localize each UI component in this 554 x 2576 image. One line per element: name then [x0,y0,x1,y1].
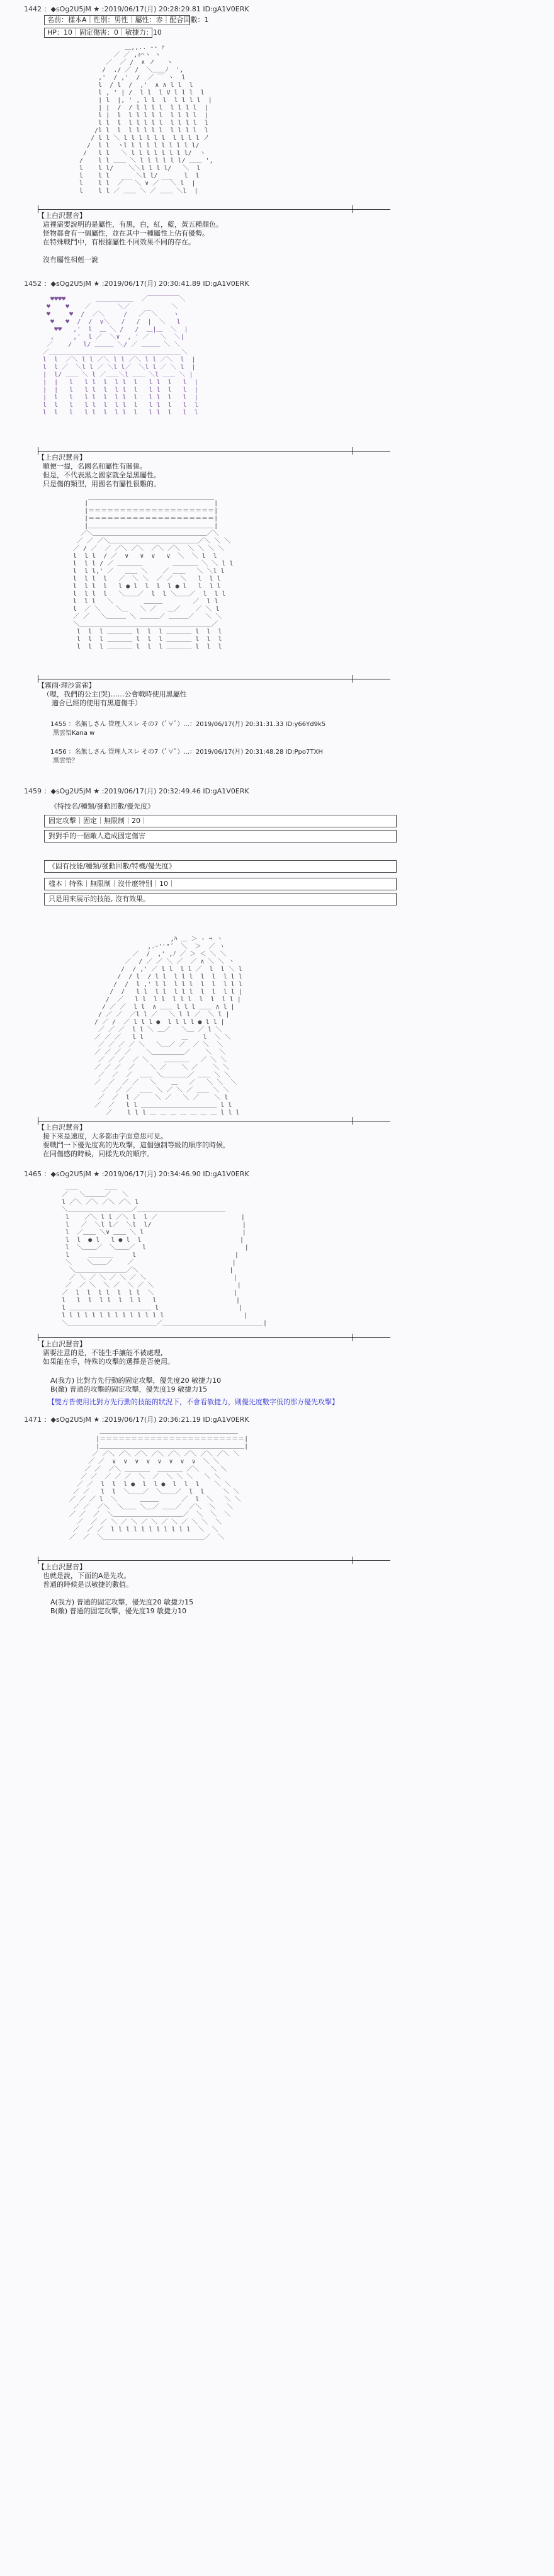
skill-box [44,830,397,843]
narration-title: 【上白沢慧音】 [38,453,86,462]
divider [38,209,390,210]
narration-line: 如果能在手，特殊的攻擊的選擇是否使用。 [43,1358,174,1366]
divider [38,1560,390,1561]
narration-after: 沒有屬性相剋一說 [43,256,98,264]
battle-line: A(我方) 普通的固定攻擊，優先度20 敏捷力15 [50,1598,194,1606]
post-header: 1471 ：◆sOg2U5jM ★ :2019/06/17(月) 20:36:21.19 ID:gA1V0ERK [24,1416,249,1424]
battle-line: A(我方) 比對方先行動的固定攻擊，優先度20 敏捷力10 [50,1376,222,1385]
post-header: 1442 ：◆sOg2U5jM ★ :2019/06/17(月) 20:28:29.81 ID:gA1V0ERK [24,5,249,13]
ascii-art-keine-5: ＿＿＿＿＿＿＿＿＿＿＿＿＿＿＿＿＿＿＿＿＿＿ |＝＝＝＝＝＝＝＝＝＝＝＝＝＝＝＝＝＝＝＝＝＝＝| |＿＿＿＿＿＿＿＿＿＿＿＿＿＿＿＿＿＿＿＿＿＿＿| ／ ／＼ ／＼ ／＼ ／＼ ／＼ ／＼ ／＼ ／＼ ＼ ／ ／ ∨ ∨ ∨ ∨ ∨ ∨ ∨ ∨ ＼ ＼ ／ ／ ／＼ ＿＿＿＿ ＿＿＿＿ ／＼ ＼ ＼ ／ ／ ／ ／ ／ ＼ ／ ＼ ＼ ＼ ＼ ＼ ／ ／ l l l ● l l ● l l l ＼ ＼ ／ ／ l l ＼＿＿／ ＼＿＿／ l l ＼ ＼ ／ ／ ／ l ＼ ＿＿＿ ／ l ＼ ＼ ＼ ／ ／ ／＼ ＼＿＿ ＼＿／ ＿＿／ ／＼ ＼ ＼ ／ ／ ／ ＼＿＿＿＿＿＿＿＿＿＿＿／ ＼ ＼ ＼ ／ ／ ／ ＼ ／ ＼ ／ ＼ ／ ＼ ／ ＼ ＼ ＼ ／ ／ ／ l l l l l l l l l l l ＼ ＼ ／ ／ ＼＿＿＿＿＿＿＿＿＿＿＿＿＿＿＿＿／ ＼ [69,1428,249,1541]
battle-line: B(敵) 普通的攻擊的固定攻擊，優先度19 敏捷力15 [50,1385,208,1393]
skill-title: 《固有技能/種類/發動回數/特機/優先度》 [48,862,176,870]
skill-desc: 只是用來展示的技能, 沒有效果。 [48,895,150,903]
battle-line: B(敵) 普通的固定攻擊，優先度19 敏捷力10 [50,1607,187,1615]
narration-line: 在同傷感的時候，同樣先攻的順序。 [43,1150,154,1158]
status-row-2: HP：10｜固定傷害：0｜敏捷力：10 [47,28,162,37]
narration-title: 【上白沢慧音】 [38,1340,86,1348]
skill-box [44,893,397,905]
status-row-1: 名前：樣本A｜性別：男性｜屬性：赤｜配合回數：1 [47,16,209,24]
status-box [44,15,209,25]
skill-row: 樣本｜特殊｜無限制｜沒什麼特別｜10｜ [48,880,175,888]
narration-line: 這裡需要說明的是屬性，有黑，白，紅，藍，黃五種顏色。 [43,220,223,229]
ascii-art-keine-3: ,ﾊ ＿ ＞ ‐ ¬ ヽ ,.ｰ''"´ ＼ ＞ ／ ヽ ／ / ,' ,ﾉ ／ ＞ ＜ ＼ ＼ ／ / ／ ／ ＼ ／ ／ ∧ ＼ ＼ ヽ / / ,' ／ l l l l ／ l l ＼ l / / l / l l l l l l l l l l / / l ,' l l l l l l l l l l / / l l l l l l l l l l l | / ／ l l l l l l l l l l l | / ／ ／ l l ∧ ＿＿ l l l ＿＿ ∧ l | / ／ ／ ／l l ／ ＼ l l ／ ＼ l | / ／ / ／ l l l ● l l l l ● l l | ／ ／ ／ l l ＼ ＿／ ＼＿ ／ l ＼ ／ ／ ／ l l ＿ l ＼ ＼ ／ ／ ／ ／ ＼ ＼＿／ ／ ／ ＼ ＼ ／ ／ ／ ／ ＼＿＿＿＿＿／ ＼ ＼ ／ ／ ／ ／ ＼ ＿＿＿＿ ／ ＼ ＼ ／ ／ ／ ／ ＼ ／ ＼ ／ ＼ ＼ ／ ／ ／ ＿＿ ＼＿＿＿＿／ ＿＿ ＼ ＼ ／ ／ ／ ／ ＼ ＿ ／ ＼ ＼ ＼ ／ ／ ／ ＿＿ ＼ ／ ＼ ／ ＿＿ ＼ ＼ ／ ／ l ／ ＼ ／ ＼ ／ ＼ l ／ ／ l l ＿＿＿＿＿＿＿＿＿＿＿＿ l l ／ l l l ＿ ＿ ＿ ＿ ＿ ＿ ＿ l l l [94,936,242,1116]
divider [38,1337,390,1338]
narration-line: 需要注意的是，不能生手讓能不被處理, [43,1349,163,1357]
narration-line: 要戰鬥一下優先度高的先攻擊，這個強制等級的順序的時候， [43,1141,230,1149]
narration-line: 但是，不代表黑之國家就全是黑屬性。 [43,471,161,479]
narration-line: 接下來是速度，大多都由字面意思可見。 [43,1132,167,1140]
narration-line: 只是傷的類型，用國名有屬性很難的。 [43,480,161,488]
narration-title: 【霧雨·理沙雲雀】 [38,681,96,689]
narration-title: 【上白沢慧音】 [38,212,86,220]
narration-title: 【上白沢慧音】 [38,1123,86,1132]
hint-text: 【雙方皆使用比對方先行動的技能的狀況下，不會看敏捷力，則優先度數字低的那方優先攻擊】 [48,1398,339,1406]
skill-box [44,860,397,873]
skill-box [44,815,397,827]
post-header: 1459 ：◆sOg2U5jM ★ :2019/06/17(月) 20:32:49.46 ID:gA1V0ERK [24,787,249,795]
skill-box [44,878,397,890]
reply-body: 黑雲悟？ [53,757,78,764]
ascii-art-keine-1: ＿,,.. -‐ ｧ ／ ／ ,ｨ⌒ヽ ヽ ／ ／ / ∧ ノ ヽ / ./ ／ / ＼＿＿ﾉ ', ,' / ,' / ／ ￣ ヽ l l / l / ,' ∧ ∧ l l l l , ' | / l l l V l l l l | l |, ' , l l l l l l l | | | / / l l l l l l l l | l | l l l l l l l l l l | l l l l l l l l l l l l l /l l l l l l l l l l l l l / l l ＼ l l l l l l l l l l ノ / l l ヽl l l l l l l l l l/ / l l ＼ l l l l l l l l/ ヽ / l l ＿＿ ＼ l l l l l l/ ＿＿ ', l l l/ ＼＼l l l l/ ＼ l l l l ___ ＼l l/ ___ l l l l l ／ ＼ ∨ ／ ＼ l | l l l ／ ＿＿ ＼ ／ ＿＿ ＼l | [79,44,213,195]
reply-header: 1455 ：名無しさん 管理人スレ その7（ﾟ∀ﾟ）...：2019/06/17(月) 20:31:31.33 ID:y66Yd9k5 [50,721,326,728]
narration-title: 【上白沢慧音】 [38,1563,86,1571]
ascii-art-keine-4: ＿＿ ＿＿ ／ ＼＿＿＿／ ＼ l ／＼ ／＼ ／＼ ／＼ l ＼＿＿＿＿＿＿＿＿＿＿／＿＿＿＿＿＿＿＿＿＿＿＿＿＿ l ／＼ l l ／＼ l l ／ | l ／ ＼l l／ ＼l l/ | l ／＿＿ ＼∨ ＿＿ ＼ l | l l ● l l ● l l | l ＼＿＿／ ＼＿＿／ l | l ＿＿＿＿ l | ＼ ＼＿＿／ ／ | ＼＿＿＿＿＿＿＿＿／＼ | ／ ＼ ／ ＼ ／ ＼ ／ ＼ | ／ ／ ＼ ＼ ／ ＼ ／ ＼ | ／ l l l l l l l ＼ | l l l l l l l l l | l ＿＿＿＿＿＿＿＿＿＿＿＿＿ l | l l l l l l l l l l l l l l | ＼＿＿＿＿＿＿＿＿＿＿＿＿＿＿／＿＿＿＿＿＿＿＿＿＿＿＿＿＿＿＿| [62,1184,268,1327]
narration-line: 在特殊戰鬥中，有根據屬性不同效果不同的存在。 [43,238,195,246]
ascii-art-keine-2: ♥♥♥♥ ＿＿＿＿＿＿ ／￣￣￣￣￣＼ ♥ ♥ ／ ＼／ ＼ ♥ ♥ / ／＼ / ／￣＼ ヽ ♥ ♥ / / ∨＼ / / | ＼ l ♥♥ ,' l ＿ ＼ / / ＿|＿ ＼ | , ,' l ／ ＼∨ , ' ／ ＼ ＼| ／ / l/ ＿＿＿ ＼/ ／ ＿＿＿ ＼ ＼ ／＿＿＿＿＿＿＿＿＿＿＿＿＿＿＿＿＿＿＿＿＿＼ l l ／＼ l l ／＼ l l ／＼ l l ／＼ l | l l ／ ＼l l ／ ＼l l／ ＼l l ／ ＼ l | | l/ ＿＿ ＼ l ／＿＿＼l ＿＿ ＼l ＿＿ ＼ | | | l l l l l l l l l l l | | | l l l l l l l l l l l | | l l l l l l l l l l l l | l l l l l l l l l l l l l l l l l l l l l l l l l l l l [43,296,198,416]
narration-line: （嗯，我們的公主(哭)……公會戰時使用黑屬性 [43,690,187,698]
narration-line: 順便一提，名國名和屬性有關係。 [43,462,147,470]
ascii-art-marisa: |￣￣￣￣￣￣￣￣￣￣￣￣￣￣￣￣￣￣￣￣| |＝＝＝＝＝＝＝＝＝＝＝＝＝＝＝＝＝＝＝＝| |＝＝＝＝＝＝＝＝＝＝＝＝＝＝＝＝＝＝＝＝| |＿＿＿＿＿＿＿＿＿＿＿＿＿＿＿＿＿＿＿＿| ／＼＿＿＿＿＿＿＿＿＿＿＿＿＿＿＿＿＿＿／＼ ／ ／ ／＼＿＿＿＿＿＿＿＿＿＿＿＿＿＿／＼ ＼ ＼ ／ / ／ ／ ／＼ ／＼ ／＼ ／＼ ＼ ＼ ＼ ＼ l l l / ／ ∨ ∨ ∨ ∨ ＼ ＼ l l l l l / ／ ＿＿＿＿ ＿＿＿＿ ＼ ＼ l l l l l,' ／ ＿＿ ＼ ／ ＿＿ ＼ ＼l l l l l l ／ ＼ ＼ ／ ／ ＼ l l l l l l l l ● l l l l ● l l l l l l l l ＼＿＿／ l l ＼＿＿／ l l l l l l ＼ ＿＿＿ ／ l l l ／ ＼ ＼＿ ＼ ／ ＿／ ／ ＼ l ／ ／ ＼＿＿＿ ＼ ＿＿＿／ ＿＿＿／ ＼ ＼ ＼＿＿＿＿＿＿＿＿＿＿＿＿＿＿＿＿＿＿＿＿＿／ l l l ＿＿＿＿ l l l ＿＿＿＿ l l l l l l ＿＿＿＿ l l l ＿＿＿＿ l l l l l l ＿＿＿＿ l l l ＿＿＿＿ l l l [73,500,234,650]
reply-header: 1456 ：名無しさん 管理人スレ その7（ﾟ∀ﾟ）...：2019/06/17(月) 20:31:48.28 ID:Ppo7TXH [50,749,323,756]
narration-line: 也就是說，下面的A是先攻。 [43,1572,131,1580]
status-box-2 [44,28,162,38]
narration-line: 普通的時候是以敏捷的數值。 [43,1580,133,1589]
post-header: 1465 ：◆sOg2U5jM ★ :2019/06/17(月) 20:34:46.90 ID:gA1V0ERK [24,1170,249,1178]
skill-title: 《特技名/種類/發動回數/優先度》 [50,802,155,810]
skill-desc: 對對手的一個敵人造成固定傷害 [48,832,145,840]
post-header: 1452 ：◆sOg2U5jM ★ :2019/06/17(月) 20:30:41.89 ID:gA1V0ERK [24,280,249,288]
narration-line: 怪物都會有一個屬性，並在其中一種屬性上佔有優勢。 [43,229,209,237]
reply-body: 黑雲悟Kana w [53,730,95,737]
narration-line: 適合已經的使用有黑道傷手） [52,699,142,707]
skill-row: 固定攻擊｜固定｜無限制｜20｜ [48,817,147,825]
